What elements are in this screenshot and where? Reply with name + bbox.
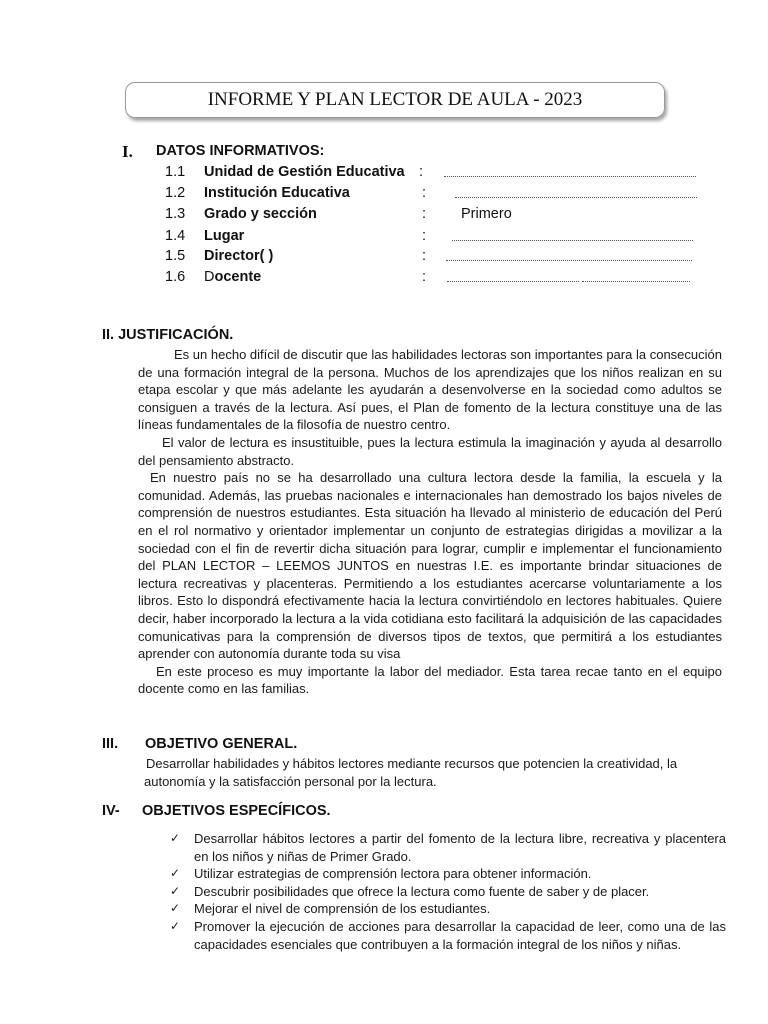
document-title: INFORME Y PLAN LECTOR DE AULA - 2023 — [207, 89, 583, 110]
checkmark-icon: ✓ — [170, 866, 181, 881]
specific-objectives-list — [170, 830, 726, 953]
checkmark-icon: ✓ — [170, 831, 181, 845]
field-number: 1.2 — [165, 185, 186, 201]
section-2-heading: II. JUSTIFICACIÓN. — [102, 327, 234, 343]
list-item: ✓ Utilizar estrategias de comprensión lectora para obtener información. — [170, 866, 592, 882]
field-label: Director( ) — [204, 248, 274, 264]
field-row-1-5 — [165, 248, 705, 268]
field-row-1-6 — [165, 269, 705, 289]
checkmark-icon: ✓ — [170, 918, 181, 933]
section-1-title: DATOS INFORMATIVOS: — [156, 143, 325, 159]
field-label: Grado y sección — [204, 206, 317, 222]
field-row-1-2 — [165, 185, 705, 205]
general-objective-paragraph: Desarrollar habilidades y hábitos lectores mediante recursos que potencien la creatividad, la autonomía y la satisfacción personal por la lectura. — [144, 756, 678, 789]
field-fill-line — [452, 240, 693, 241]
field-number: 1.5 — [165, 248, 186, 264]
document-title-box — [125, 82, 665, 118]
checkmark-icon: ✓ — [170, 901, 181, 916]
justification-paragraph-2: El valor de lectura es insustituible, pues la lectura estimula la imaginación y ayuda al desarrollo del pensamiento abstracto. — [138, 434, 722, 468]
field-colon: : — [422, 228, 427, 244]
justification-paragraph-1: Es un hecho difícil de discutir que las habilidades lectoras son importantes para la consecución de una formación integral de la persona. Muchos de los aprendizajes que los niños realizan en su etapa escolar y que más adelante les ayudarán a desenvolverse en la sociedad como adultos se consiguen a través de la lectura. Así pues, el Plan de fomento de la lectura constituye una de las líneas fundamentales de la filosofía de nuestro centro. — [138, 347, 722, 433]
section-3-title: OBJETIVO GENERAL. — [145, 736, 298, 752]
section-4-numeral: IV- — [102, 803, 120, 819]
field-colon: : — [422, 206, 427, 222]
field-fill-line — [444, 176, 696, 177]
general-objective-text — [144, 755, 722, 790]
field-label-rest: ocente — [214, 269, 262, 285]
list-item: ✓ Desarrollar hábitos lectores a partir del fomento de la lectura libre, recreativa y placentera en los niños y niñas de Primer Grado. — [170, 831, 726, 864]
section-4-title: OBJETIVOS ESPECÍFICOS. — [142, 803, 331, 819]
field-number: 1.1 — [165, 164, 186, 180]
field-label: Institución Educativa — [204, 185, 350, 201]
field-colon: : — [422, 248, 427, 264]
list-item: ✓ Mejorar el nivel de comprensión de los estudiantes. — [170, 901, 491, 917]
list-item: ✓ Promover la ejecución de acciones para desarrollar la capacidad de leer, como una de las capacidades esenciales que contribuyen a la formación integral de los niños y niñas. — [170, 918, 726, 952]
field-number: 1.4 — [165, 228, 186, 244]
section-4-heading — [102, 803, 331, 819]
section-3-heading — [102, 736, 298, 752]
section-1-heading — [122, 142, 325, 162]
section-3-numeral: III. — [102, 736, 119, 752]
field-fill-line — [446, 260, 692, 261]
justification-paragraph-4: En este proceso es muy importante la labor del mediador. Esta tarea recae tanto en el equipo docente como en las familias. — [138, 663, 722, 697]
justification-paragraph-3: En nuestro país no se ha desarrollado una cultura lectora desde la familia, la escuela y la comunidad. Además, las pruebas nacionales e internacionales han demostrado los bajos niveles de comprensión de nuestros estudiantes. Esta situación ha llevado al ministerio de educación del Perú en el rol normativo y orientador implementar un conjunto de estrategias dirigidas a movilizar a la sociedad con el fin de revertir dicha situación para lograr, cumplir e implementar el funcionamiento del PLAN LECTOR – LEEMOS JUNTOS en nuestras I.E. es importante brindar situaciones de lectura recreativas y placenteras. Permitiendo a los estudiantes acercarse voluntariamente a los libros. Esto lo dispondrá efectivamente hacia la lectura convirtiéndolo en lectores habituales. Quiere decir, haber incorporado la lectura a la vida cotidiana esto facilitará la adquisición de las capacidades comunicativas para la comprensión de diversos tipos de textos, que permitirá a los estudiantes aprender con autonomía durante toda su visa — [138, 470, 722, 662]
field-label: Lugar — [204, 228, 245, 244]
field-row-1-3 — [165, 206, 705, 226]
field-fill-line — [582, 281, 690, 282]
field-label — [204, 269, 261, 285]
field-colon: : — [422, 269, 427, 285]
field-fill-line — [455, 197, 697, 198]
field-label-prefix: D — [204, 269, 215, 285]
field-number: 1.3 — [165, 206, 186, 222]
justification-text — [138, 346, 722, 698]
list-item: ✓ Descubrir posibilidades que ofrece la lectura como fuente de saber y de placer. — [170, 883, 650, 899]
field-row-1-4 — [165, 228, 705, 248]
field-colon: : — [419, 164, 424, 180]
section-1-numeral: I. — [122, 142, 133, 161]
field-row-1-1 — [165, 164, 705, 184]
field-fill-line — [447, 281, 579, 282]
checkmark-icon: ✓ — [170, 883, 181, 898]
field-colon: : — [422, 185, 427, 201]
field-number: 1.6 — [165, 269, 186, 285]
field-label: Unidad de Gestión Educativa — [204, 164, 405, 180]
grade-section-value: Primero — [461, 206, 512, 222]
